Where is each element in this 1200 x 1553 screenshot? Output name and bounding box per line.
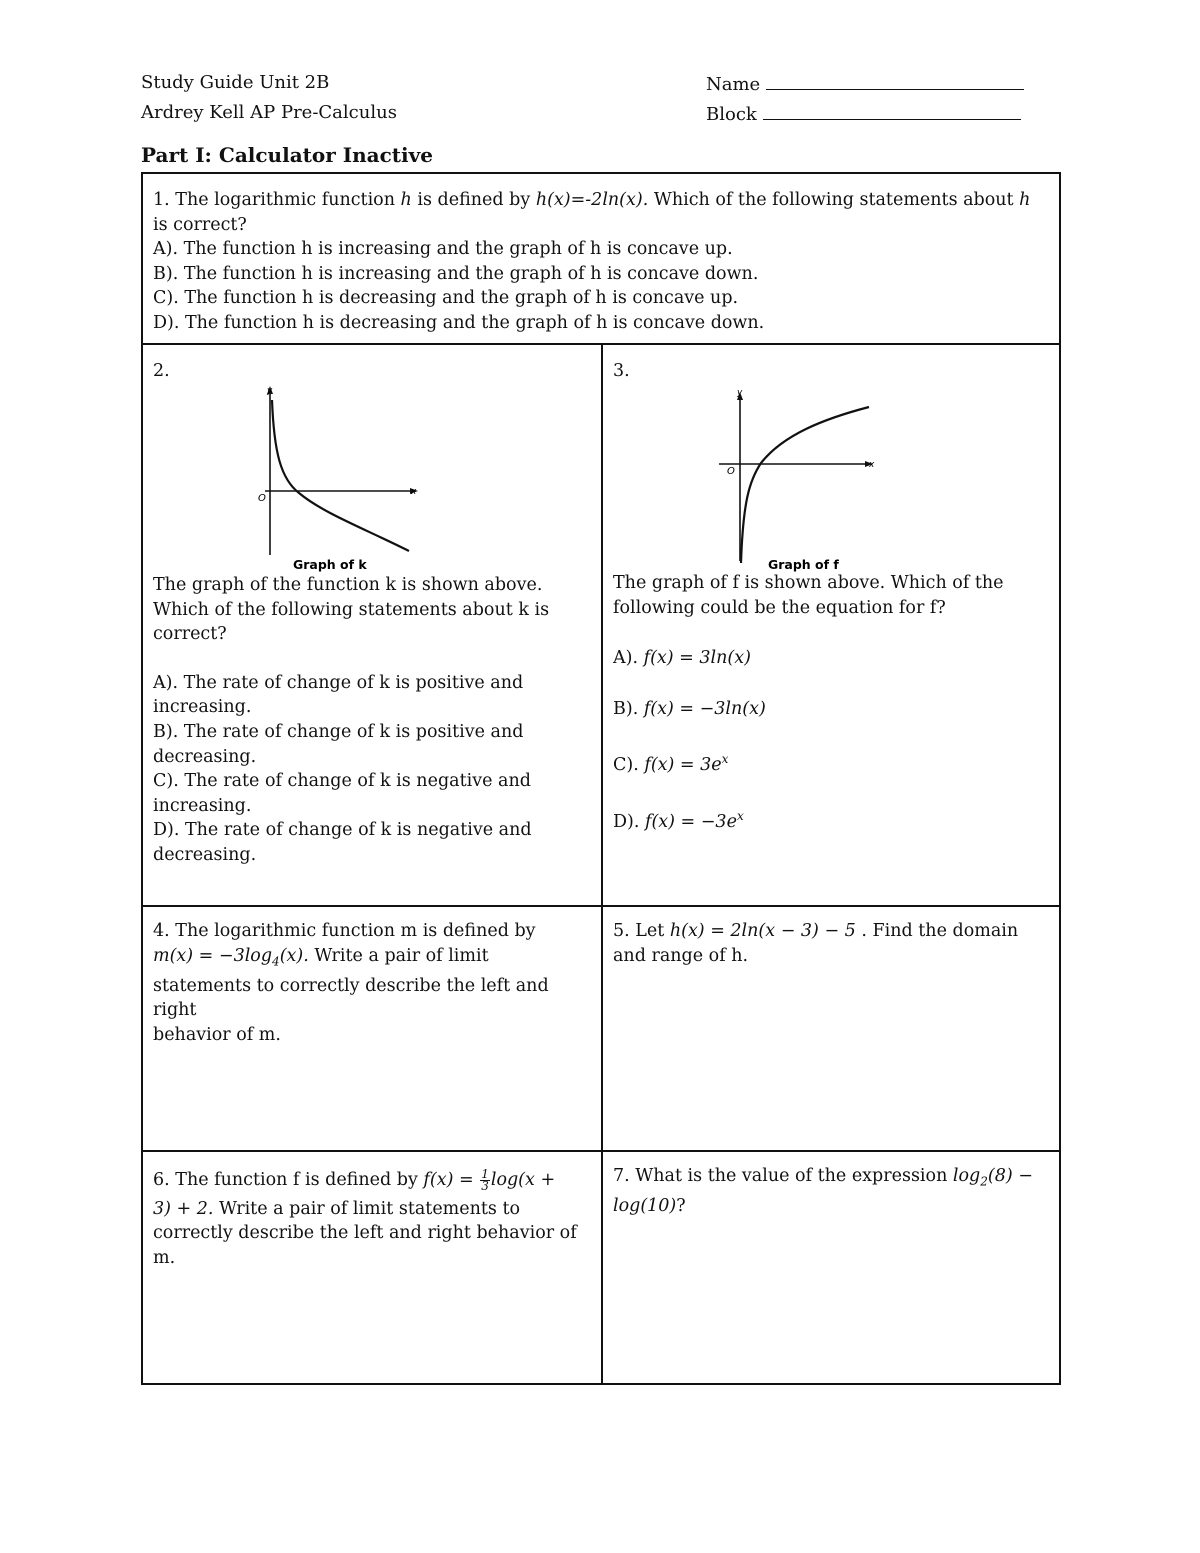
question-7	[601, 1150, 1061, 1385]
origin-label: O	[727, 466, 735, 477]
question-4-line2: $m(x) = -3\log_4(x)$. Write a pair of limit	[153, 945, 489, 969]
question-3	[601, 343, 1061, 907]
origin-label: O	[258, 493, 266, 504]
graph-caption: Graph of f	[768, 557, 839, 572]
question-3-line: following could be the equation for f?	[613, 597, 946, 618]
question-6	[141, 1150, 603, 1385]
question-4	[141, 905, 603, 1152]
question-2-line: correct?	[153, 624, 227, 645]
choice-c: C). The rate of change of k is negative and	[153, 771, 531, 792]
block-label: Block	[706, 104, 757, 125]
graph-of-k	[253, 383, 553, 583]
y-axis-label: y	[267, 386, 273, 396]
choice-d: D). The function h is decreasing and the graph of h is concave down.	[153, 312, 765, 333]
question-1	[141, 172, 1061, 345]
curve-f	[741, 407, 869, 563]
question-2-line: Which of the following statements about k is	[153, 599, 550, 620]
question-4-line4: behavior of m.	[153, 1024, 281, 1045]
part-title: Part I: Calculator Inactive	[141, 143, 433, 167]
question-number: 2.	[153, 361, 170, 381]
y-axis-label: y	[737, 388, 743, 398]
block-field	[706, 102, 1021, 126]
question-7-line1: 7. What is the value of the expression $\log_2(8)$ −	[613, 1166, 1033, 1189]
choice-b: B). The rate of change of k is positive and	[153, 721, 524, 742]
question-6-line2: 3) + 2. Write a pair of limit statements to	[153, 1198, 521, 1219]
question-5	[601, 905, 1061, 1152]
choice-c: C). The function h is decreasing and the graph of h is concave up.	[153, 288, 739, 309]
choice-b: B). The function h is increasing and the graph of h is concave down.	[153, 263, 759, 284]
choice-c: C). $f(x) = 3e^x$	[613, 752, 729, 776]
choice-a-cont: increasing.	[153, 697, 252, 718]
name-label: Name	[706, 74, 761, 95]
choice-c-cont: increasing.	[153, 795, 252, 816]
x-axis-label: x	[869, 460, 875, 470]
question-4-line1: 4. The logarithmic function m is defined by	[153, 921, 536, 941]
block-blank[interactable]	[763, 102, 1021, 120]
curve-k	[272, 400, 409, 551]
question-5-line1: 5. Let h(x) = 2ln(x − 3) − 5 . Find the domain	[613, 921, 1019, 941]
name-field	[706, 72, 1024, 96]
question-5-line2: and range of h.	[613, 945, 749, 966]
choice-a: A). The rate of change of k is positive and	[153, 672, 524, 693]
choice-d: D). $f(x) = -3e^x$	[613, 808, 744, 832]
question-4-line3: statements to correctly describe the left and right	[153, 975, 549, 1021]
question-3-line: The graph of f is shown above. Which of the	[613, 573, 1004, 593]
choice-b-cont: decreasing.	[153, 746, 257, 767]
question-2	[141, 343, 603, 907]
question-number: 3.	[613, 361, 630, 381]
x-axis-label: x	[411, 487, 417, 497]
choice-d: D). The rate of change of k is negative and	[153, 820, 532, 841]
name-blank[interactable]	[766, 72, 1024, 90]
question-6-line1: 6. The function f is defined by f(x) = $\frac{1}{3}$ log(x +	[153, 1167, 556, 1193]
choice-a: A). f(x) = 3ln(x)	[613, 648, 751, 669]
graph-of-f	[713, 383, 1013, 583]
course-title: Study Guide Unit 2B	[141, 72, 330, 93]
question-7-line2: log(10)?	[613, 1196, 686, 1217]
graph-caption: Graph of k	[293, 557, 367, 572]
fraction-one-third: $\frac{1}{3}$	[481, 1167, 489, 1193]
question-1-stem: 1. The logarithmic function h is defined by h(x)=-2ln(x). Which of the following statements about h is correct?	[153, 190, 1031, 235]
question-6-line3: correctly describe the left and right behavior of m.	[153, 1223, 577, 1268]
choice-b: B). f(x) = −3ln(x)	[613, 698, 766, 719]
choice-a: A). The function h is increasing and the graph of h is concave up.	[153, 239, 733, 260]
course-subtitle: Ardrey Kell AP Pre-Calculus	[141, 102, 397, 123]
choice-d-cont: decreasing.	[153, 844, 257, 865]
question-2-line: The graph of the function k is shown above.	[153, 575, 543, 595]
